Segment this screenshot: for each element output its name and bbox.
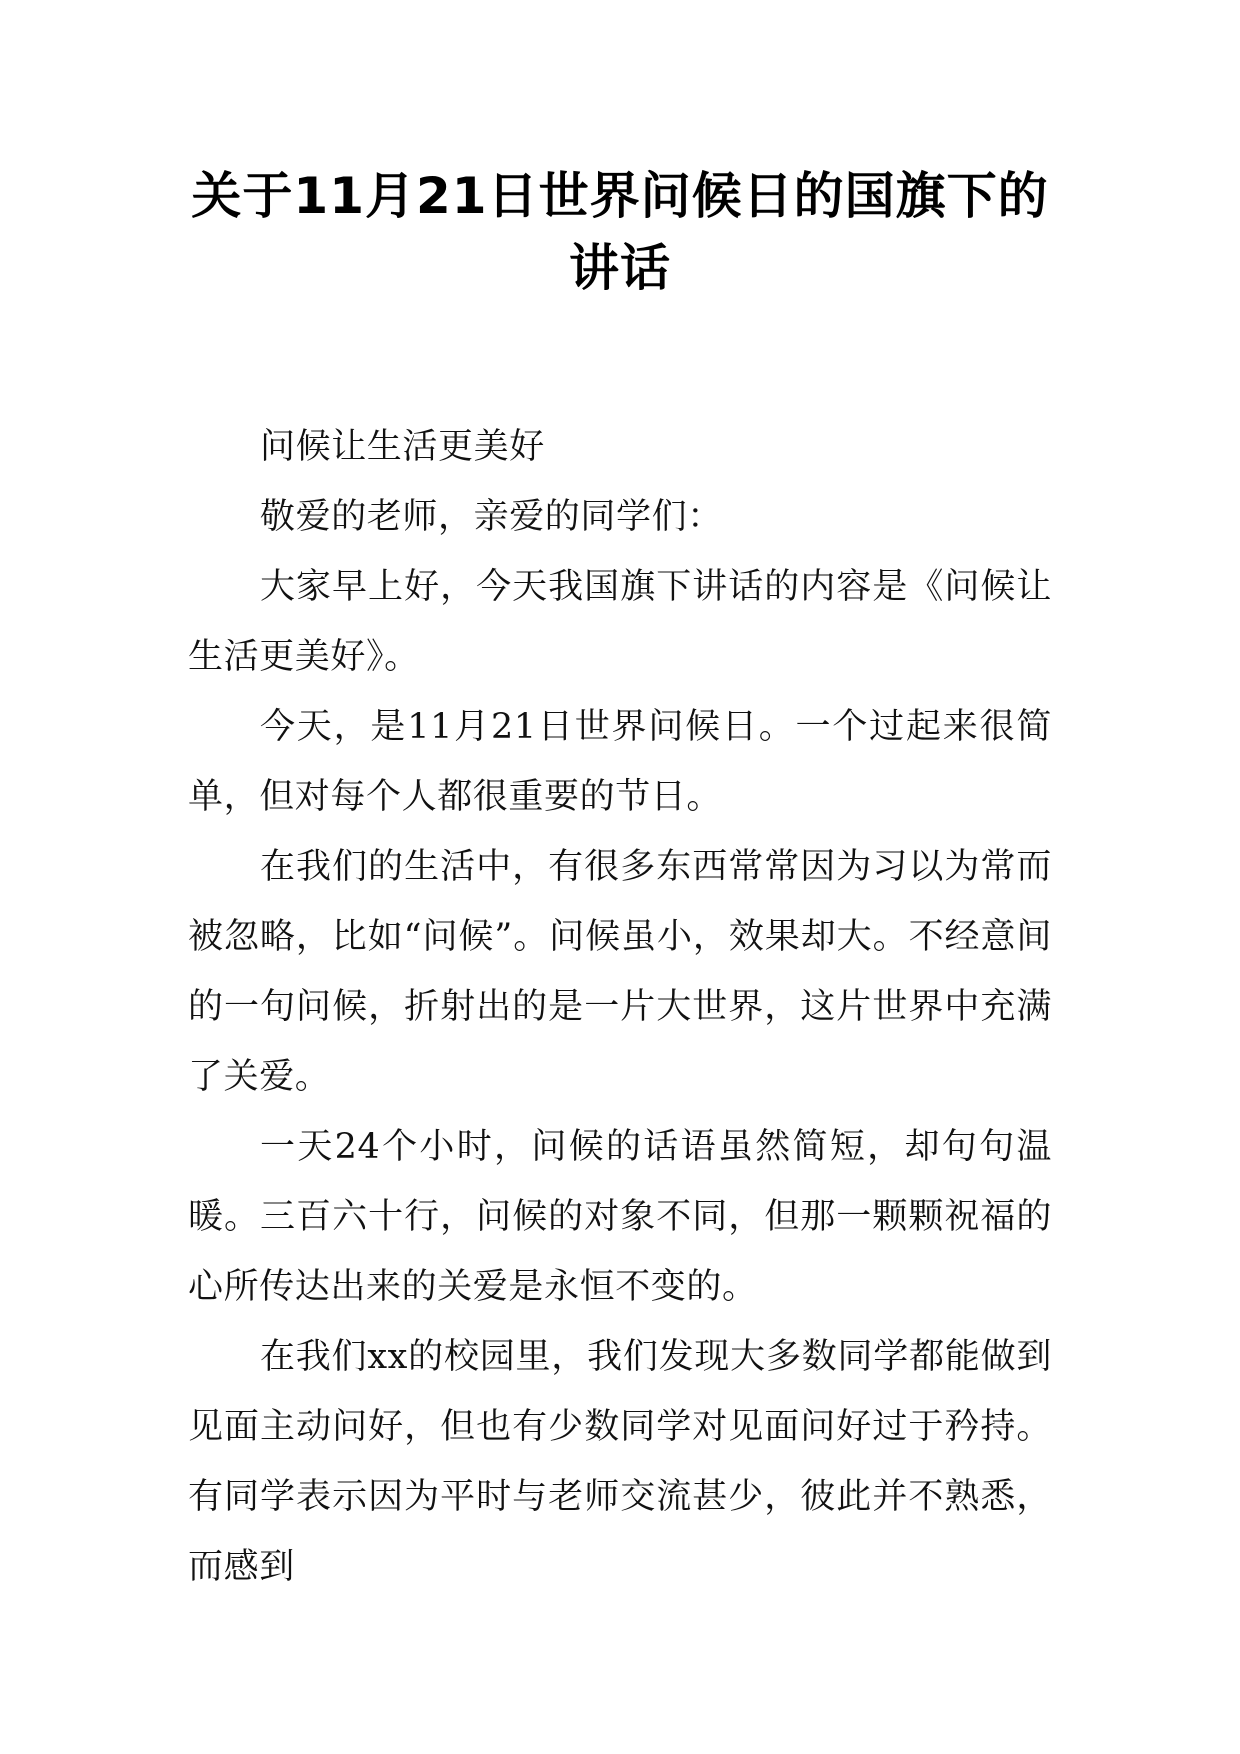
title-line-1: 关于11月21日世界问候日的国旗下的 — [191, 167, 1049, 225]
body-paragraph: 大家早上好，今天我国旗下讲话的内容是《问候让生活更美好》。 — [188, 567, 1052, 677]
body-paragraph: 一天24个小时，问候的话语虽然简短，却句句温暖。三百六十行，问候的对象不同，但那一颗颗祝福的心所传达出来的关爱是永恒不变的。 — [188, 1127, 1052, 1307]
document-body — [188, 412, 1052, 1602]
document-title — [180, 160, 1060, 304]
body-paragraph: 在我们的生活中，有很多东西常常因为习以为常而被忽略，比如“问候”。问候虽小，效果却大。不经意间的一句问候，折射出的是一片大世界，这片世界中充满了关爱。 — [188, 847, 1052, 1097]
title-line-2: 讲话 — [569, 239, 671, 297]
subtitle-paragraph: 问候让生活更美好 — [260, 427, 545, 467]
salutation-paragraph: 敬爱的老师，亲爱的同学们： — [260, 497, 723, 537]
body-paragraph: 今天，是11月21日世界问候日。一个过起来很简单，但对每个人都很重要的节日。 — [188, 707, 1052, 817]
body-paragraph: 在我们xx的校园里，我们发现大多数同学都能做到见面主动问好，但也有少数同学对见面问好过于矜持。有同学表示因为平时与老师交流甚少，彼此并不熟悉，而感到 — [188, 1337, 1052, 1587]
